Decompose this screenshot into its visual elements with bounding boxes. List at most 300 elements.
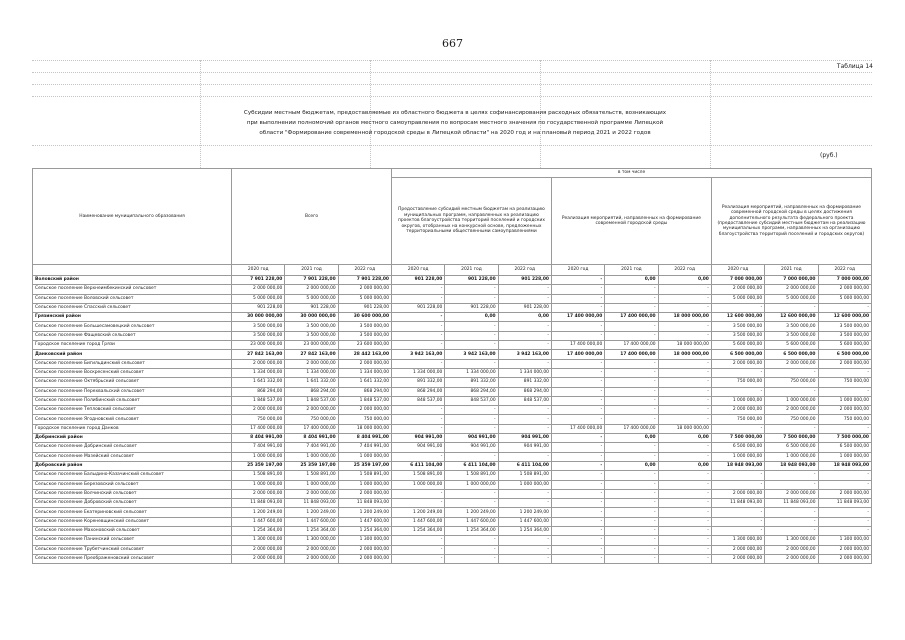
amount-cell: - bbox=[551, 517, 604, 526]
amount-cell: 6 411 104,00 bbox=[392, 461, 445, 470]
district-row bbox=[33, 434, 872, 443]
header-blank bbox=[33, 265, 232, 276]
amount-cell: 750 000,00 bbox=[818, 378, 872, 387]
amount-cell: 11 848 093,00 bbox=[285, 499, 338, 508]
amount-cell: 2 000 000,00 bbox=[711, 545, 764, 554]
amount-cell: 23 600 000,00 bbox=[338, 341, 391, 350]
amount-cell: 2 000 000,00 bbox=[765, 545, 818, 554]
amount-cell: - bbox=[765, 303, 818, 312]
amount-cell: 1 000 000,00 bbox=[445, 480, 498, 489]
amount-cell: 1 334 000,00 bbox=[445, 368, 498, 377]
amount-cell: - bbox=[551, 499, 604, 508]
amount-cell: - bbox=[658, 396, 711, 405]
header-name: Наименование муниципального образования bbox=[33, 169, 232, 265]
amount-cell: 7 000 000,00 bbox=[818, 276, 872, 285]
amount-cell: - bbox=[605, 545, 658, 554]
amount-cell: - bbox=[498, 536, 551, 545]
amount-cell: 2 000 000,00 bbox=[285, 406, 338, 415]
table-row bbox=[33, 424, 872, 433]
amount-cell: - bbox=[445, 424, 498, 433]
amount-cell: 1 254 364,00 bbox=[498, 527, 551, 536]
municipality-name: Сельское поселение Большесамовецкий сельсовет bbox=[33, 322, 232, 331]
amount-cell: 0,00 bbox=[658, 276, 711, 285]
amount-cell: - bbox=[551, 378, 604, 387]
amount-cell: - bbox=[551, 331, 604, 340]
amount-cell: 2 000 000,00 bbox=[765, 489, 818, 498]
amount-cell: 904 991,00 bbox=[445, 434, 498, 443]
municipality-name: Сельское поселение Панинский сельсовет bbox=[33, 536, 232, 545]
amount-cell: - bbox=[765, 508, 818, 517]
amount-cell: - bbox=[658, 517, 711, 526]
amount-cell: 1 200 249,00 bbox=[232, 508, 285, 517]
amount-cell: - bbox=[711, 424, 764, 433]
amount-cell: - bbox=[551, 303, 604, 312]
amount-cell: 8 404 991,00 bbox=[338, 434, 391, 443]
municipality-name: Добровский район bbox=[33, 461, 232, 470]
municipality-name: Сельское поселение Кореневщинский сельсовет bbox=[33, 517, 232, 526]
amount-cell: 901 228,00 bbox=[445, 303, 498, 312]
amount-cell: 23 000 000,00 bbox=[232, 341, 285, 350]
amount-cell: 2 000 000,00 bbox=[818, 545, 872, 554]
amount-cell: 0,00 bbox=[445, 313, 498, 322]
amount-cell: - bbox=[658, 406, 711, 415]
amount-cell: - bbox=[605, 387, 658, 396]
amount-cell: - bbox=[765, 387, 818, 396]
amount-cell: 901 228,00 bbox=[285, 303, 338, 312]
amount-cell: 0,00 bbox=[498, 313, 551, 322]
amount-cell: 901 228,00 bbox=[392, 303, 445, 312]
amount-cell: - bbox=[765, 517, 818, 526]
amount-cell: 7 000 000,00 bbox=[765, 276, 818, 285]
amount-cell: - bbox=[498, 322, 551, 331]
amount-cell: - bbox=[605, 331, 658, 340]
amount-cell: 1 000 000,00 bbox=[392, 480, 445, 489]
municipality-name: Сельское поселение Фащевский сельсовет bbox=[33, 331, 232, 340]
amount-cell: 1 000 000,00 bbox=[711, 396, 764, 405]
amount-cell: 5 000 000,00 bbox=[338, 294, 391, 303]
amount-cell: 2 000 000,00 bbox=[711, 285, 764, 294]
table-row bbox=[33, 527, 872, 536]
table-row bbox=[33, 378, 872, 387]
amount-cell: 7 404 991,00 bbox=[338, 443, 391, 452]
municipality-name: Сельское поселение Воловский сельсовет bbox=[33, 294, 232, 303]
amount-cell: - bbox=[392, 331, 445, 340]
municipality-name: Сельское поселение Мазейский сельсовет bbox=[33, 452, 232, 461]
municipality-name: Городское поселение город Данков bbox=[33, 424, 232, 433]
municipality-name: Сельское поселение Октябрьский сельсовет bbox=[33, 378, 232, 387]
district-row bbox=[33, 350, 872, 359]
amount-cell: 1 508 891,00 bbox=[445, 471, 498, 480]
table-row bbox=[33, 499, 872, 508]
amount-cell: - bbox=[551, 406, 604, 415]
header-year: 2020 год bbox=[551, 265, 604, 276]
header-group-tos-projects: Предоставление субсидий местным бюджетам на реализацию муниципальных программ, направленных на реализацию проектов благоустройства территорий поселений и городских округов, отобранных на конкурсной основе, предложенных территориальными общественными самоуправлениями bbox=[392, 178, 552, 265]
amount-cell: 3 500 000,00 bbox=[232, 331, 285, 340]
amount-cell: 2 000 000,00 bbox=[818, 489, 872, 498]
amount-cell: 5 000 000,00 bbox=[285, 294, 338, 303]
grid-line bbox=[32, 60, 872, 61]
table-row bbox=[33, 285, 872, 294]
amount-cell: - bbox=[658, 527, 711, 536]
header-year: 2022 год bbox=[818, 265, 872, 276]
amount-cell: 1 254 364,00 bbox=[392, 527, 445, 536]
subsidy-table bbox=[32, 168, 872, 564]
amount-cell: - bbox=[445, 554, 498, 563]
amount-cell: - bbox=[711, 480, 764, 489]
amount-cell: - bbox=[498, 499, 551, 508]
municipality-name: Сельское поселение Ягодновский сельсовет bbox=[33, 415, 232, 424]
table-row bbox=[33, 341, 872, 350]
amount-cell: - bbox=[498, 331, 551, 340]
amount-cell: - bbox=[765, 424, 818, 433]
amount-cell: - bbox=[765, 368, 818, 377]
amount-cell: 750 000,00 bbox=[765, 378, 818, 387]
amount-cell: - bbox=[658, 480, 711, 489]
amount-cell: - bbox=[605, 452, 658, 461]
amount-cell: 17 400 000,00 bbox=[605, 424, 658, 433]
amount-cell: 3 500 000,00 bbox=[285, 331, 338, 340]
amount-cell: 750 000,00 bbox=[338, 415, 391, 424]
amount-cell: 1 641 332,00 bbox=[338, 378, 391, 387]
amount-cell: 12 600 000,00 bbox=[711, 313, 764, 322]
amount-cell: - bbox=[658, 378, 711, 387]
amount-cell: - bbox=[605, 499, 658, 508]
amount-cell: - bbox=[765, 471, 818, 480]
amount-cell: 8 404 991,00 bbox=[285, 434, 338, 443]
amount-cell: 868 294,00 bbox=[445, 387, 498, 396]
amount-cell: 750 000,00 bbox=[232, 415, 285, 424]
amount-cell: - bbox=[605, 322, 658, 331]
amount-cell: - bbox=[658, 294, 711, 303]
amount-cell: - bbox=[658, 359, 711, 368]
amount-cell: - bbox=[551, 322, 604, 331]
amount-cell: 868 294,00 bbox=[392, 387, 445, 396]
amount-cell: 1 508 891,00 bbox=[392, 471, 445, 480]
amount-cell: - bbox=[551, 471, 604, 480]
amount-cell: 2 000 000,00 bbox=[338, 285, 391, 294]
amount-cell: 7 901 228,00 bbox=[232, 276, 285, 285]
amount-cell: 2 000 000,00 bbox=[285, 554, 338, 563]
header-total: Всего bbox=[232, 169, 392, 265]
amount-cell: 1 508 891,00 bbox=[338, 471, 391, 480]
amount-cell: - bbox=[551, 387, 604, 396]
amount-cell: - bbox=[605, 285, 658, 294]
amount-cell: 1 000 000,00 bbox=[765, 452, 818, 461]
amount-cell: 1 508 891,00 bbox=[498, 471, 551, 480]
amount-cell: 1 000 000,00 bbox=[498, 480, 551, 489]
amount-cell: 3 500 000,00 bbox=[338, 331, 391, 340]
table-row bbox=[33, 359, 872, 368]
amount-cell: - bbox=[392, 341, 445, 350]
amount-cell: 2 000 000,00 bbox=[765, 554, 818, 563]
amount-cell: - bbox=[818, 368, 872, 377]
municipality-name: Сельское поселение Трубетчинский сельсовет bbox=[33, 545, 232, 554]
amount-cell: 1 508 891,00 bbox=[285, 471, 338, 480]
caption-line: Субсидии местным бюджетам, предоставляемые из областного бюджета в целях софинансирования расходных обязательств, возникающих bbox=[243, 110, 667, 116]
amount-cell: 2 000 000,00 bbox=[765, 359, 818, 368]
amount-cell: 2 000 000,00 bbox=[711, 489, 764, 498]
amount-cell: 3 942 163,00 bbox=[445, 350, 498, 359]
amount-cell: 3 942 163,00 bbox=[498, 350, 551, 359]
amount-cell: 891 332,00 bbox=[498, 378, 551, 387]
amount-cell: - bbox=[445, 322, 498, 331]
amount-cell: 1 300 000,00 bbox=[818, 536, 872, 545]
municipality-name: Данковский район bbox=[33, 350, 232, 359]
amount-cell: 6 500 000,00 bbox=[765, 350, 818, 359]
amount-cell: 7 901 228,00 bbox=[338, 276, 391, 285]
amount-cell: - bbox=[605, 536, 658, 545]
amount-cell: - bbox=[658, 545, 711, 554]
amount-cell: 1 200 249,00 bbox=[445, 508, 498, 517]
header-year: 2020 год bbox=[711, 265, 764, 276]
amount-cell: - bbox=[445, 341, 498, 350]
table-row bbox=[33, 536, 872, 545]
municipality-name: Сельское поселение Полибинский сельсовет bbox=[33, 396, 232, 405]
amount-cell: 6 500 000,00 bbox=[818, 443, 872, 452]
amount-cell: 750 000,00 bbox=[711, 415, 764, 424]
amount-cell: - bbox=[445, 415, 498, 424]
amount-cell: 891 332,00 bbox=[392, 378, 445, 387]
header-group-urban-environment: Реализация мероприятий, направленных на формирование современной городской среды bbox=[551, 178, 711, 265]
amount-cell: 2 000 000,00 bbox=[285, 285, 338, 294]
header-year: 2022 год bbox=[498, 265, 551, 276]
amount-cell: 2 000 000,00 bbox=[232, 554, 285, 563]
amount-cell: 7 000 000,00 bbox=[711, 276, 764, 285]
amount-cell: - bbox=[658, 368, 711, 377]
amount-cell: - bbox=[765, 527, 818, 536]
amount-cell: 848 537,00 bbox=[392, 396, 445, 405]
amount-cell: 11 848 093,00 bbox=[338, 499, 391, 508]
amount-cell: 0,00 bbox=[605, 461, 658, 470]
grid-line bbox=[32, 84, 872, 85]
amount-cell: 18 000 000,00 bbox=[658, 313, 711, 322]
amount-cell: - bbox=[498, 359, 551, 368]
municipality-name: Сельское поселение Добровский сельсовет bbox=[33, 499, 232, 508]
table-row bbox=[33, 452, 872, 461]
amount-cell: 750 000,00 bbox=[818, 415, 872, 424]
amount-cell: 2 000 000,00 bbox=[338, 545, 391, 554]
amount-cell: 17 400 000,00 bbox=[285, 424, 338, 433]
amount-cell: - bbox=[445, 545, 498, 554]
amount-cell: 18 000 000,00 bbox=[658, 341, 711, 350]
municipality-name: Сельское поселение Махоновский сельсовет bbox=[33, 527, 232, 536]
amount-cell: - bbox=[551, 443, 604, 452]
amount-cell: 17 400 000,00 bbox=[605, 313, 658, 322]
amount-cell: 5 600 000,00 bbox=[765, 341, 818, 350]
amount-cell: - bbox=[605, 554, 658, 563]
amount-cell: 1 334 000,00 bbox=[232, 368, 285, 377]
amount-cell: - bbox=[445, 285, 498, 294]
amount-cell: - bbox=[818, 480, 872, 489]
amount-cell: - bbox=[605, 368, 658, 377]
amount-cell: 2 000 000,00 bbox=[818, 285, 872, 294]
municipality-name: Сельское поселение Тепловский сельсовет bbox=[33, 406, 232, 415]
district-row bbox=[33, 313, 872, 322]
amount-cell: - bbox=[658, 387, 711, 396]
amount-cell: - bbox=[658, 285, 711, 294]
header-year: 2022 год bbox=[658, 265, 711, 276]
amount-cell: 1 000 000,00 bbox=[711, 452, 764, 461]
municipality-name: Сельское поселение Преображеновский сельсовет bbox=[33, 554, 232, 563]
amount-cell: 2 000 000,00 bbox=[818, 554, 872, 563]
amount-cell: - bbox=[392, 424, 445, 433]
amount-cell: - bbox=[818, 527, 872, 536]
amount-cell: 1 300 000,00 bbox=[765, 536, 818, 545]
amount-cell: 891 332,00 bbox=[445, 378, 498, 387]
amount-cell: - bbox=[551, 368, 604, 377]
amount-cell: - bbox=[551, 461, 604, 470]
amount-cell: 1 447 600,00 bbox=[498, 517, 551, 526]
amount-cell: 1 254 364,00 bbox=[338, 527, 391, 536]
municipality-name: Сельское поселение Добринский сельсовет bbox=[33, 443, 232, 452]
grid-line bbox=[32, 145, 872, 146]
amount-cell: 2 000 000,00 bbox=[232, 406, 285, 415]
amount-cell: 1 200 249,00 bbox=[392, 508, 445, 517]
table-row bbox=[33, 322, 872, 331]
amount-cell: 2 000 000,00 bbox=[285, 359, 338, 368]
amount-cell: 1 334 000,00 bbox=[498, 368, 551, 377]
amount-cell: - bbox=[605, 294, 658, 303]
amount-cell: - bbox=[498, 545, 551, 554]
header-including: в том числе bbox=[392, 169, 872, 178]
amount-cell: 25 359 197,00 bbox=[338, 461, 391, 470]
amount-cell: 23 000 000,00 bbox=[285, 341, 338, 350]
amount-cell: - bbox=[551, 285, 604, 294]
header-year: 2020 год bbox=[232, 265, 285, 276]
amount-cell: 7 404 991,00 bbox=[285, 443, 338, 452]
amount-cell: 0,00 bbox=[605, 276, 658, 285]
amount-cell: - bbox=[658, 499, 711, 508]
amount-cell: - bbox=[445, 499, 498, 508]
municipality-name: Сельское поселение Перехвальский сельсовет bbox=[33, 387, 232, 396]
amount-cell: 5 000 000,00 bbox=[711, 294, 764, 303]
table-row bbox=[33, 517, 872, 526]
municipality-name: Грязинский район bbox=[33, 313, 232, 322]
amount-cell: - bbox=[392, 359, 445, 368]
amount-cell: - bbox=[392, 285, 445, 294]
amount-cell: 3 500 000,00 bbox=[818, 331, 872, 340]
amount-cell: - bbox=[711, 527, 764, 536]
municipality-name: Сельское поселение Спасский сельсовет bbox=[33, 303, 232, 312]
amount-cell: 1 334 000,00 bbox=[285, 368, 338, 377]
amount-cell: 1 000 000,00 bbox=[232, 452, 285, 461]
table-row bbox=[33, 331, 872, 340]
amount-cell: 1 300 000,00 bbox=[338, 536, 391, 545]
amount-cell: 2 000 000,00 bbox=[285, 489, 338, 498]
amount-cell: 901 228,00 bbox=[232, 303, 285, 312]
amount-cell: - bbox=[551, 396, 604, 405]
amount-cell: 5 600 000,00 bbox=[711, 341, 764, 350]
amount-cell: 2 000 000,00 bbox=[232, 359, 285, 368]
amount-cell: - bbox=[551, 554, 604, 563]
amount-cell: - bbox=[498, 294, 551, 303]
amount-cell: 1 334 000,00 bbox=[392, 368, 445, 377]
table-row bbox=[33, 554, 872, 563]
amount-cell: 0,00 bbox=[658, 461, 711, 470]
amount-cell: 904 991,00 bbox=[392, 443, 445, 452]
amount-cell: 2 000 000,00 bbox=[232, 489, 285, 498]
amount-cell: - bbox=[551, 276, 604, 285]
amount-cell: 750 000,00 bbox=[711, 378, 764, 387]
amount-cell: - bbox=[445, 452, 498, 461]
amount-cell: - bbox=[392, 452, 445, 461]
amount-cell: 2 000 000,00 bbox=[232, 545, 285, 554]
amount-cell: - bbox=[605, 527, 658, 536]
amount-cell: 17 400 000,00 bbox=[551, 424, 604, 433]
amount-cell: - bbox=[711, 368, 764, 377]
table-row bbox=[33, 443, 872, 452]
amount-cell: - bbox=[818, 471, 872, 480]
amount-cell: - bbox=[445, 489, 498, 498]
table-row bbox=[33, 368, 872, 377]
amount-cell: 868 294,00 bbox=[338, 387, 391, 396]
amount-cell: - bbox=[605, 489, 658, 498]
amount-cell: 5 000 000,00 bbox=[765, 294, 818, 303]
amount-cell: 6 411 104,00 bbox=[498, 461, 551, 470]
amount-cell: 1 000 000,00 bbox=[285, 480, 338, 489]
header-group-additional-result: Реализация мероприятий, направленных на формирование современной городской среды в целях достижения дополнительного результата федерального проекта (предоставление субсидий местным бюджетам на реализацию муниципальных программ, направленных на организацию благоустройства территорий поселений и городских округов) bbox=[711, 178, 871, 265]
amount-cell: - bbox=[658, 443, 711, 452]
amount-cell: 868 294,00 bbox=[232, 387, 285, 396]
amount-cell: - bbox=[818, 424, 872, 433]
amount-cell: 1 641 332,00 bbox=[232, 378, 285, 387]
amount-cell: - bbox=[658, 489, 711, 498]
amount-cell: - bbox=[551, 527, 604, 536]
amount-cell: 1 300 000,00 bbox=[232, 536, 285, 545]
amount-cell: 1 447 600,00 bbox=[285, 517, 338, 526]
units-label: (руб.) bbox=[820, 152, 838, 159]
amount-cell: - bbox=[711, 303, 764, 312]
amount-cell: 1 000 000,00 bbox=[338, 480, 391, 489]
amount-cell: - bbox=[392, 406, 445, 415]
amount-cell: - bbox=[818, 303, 872, 312]
amount-cell: 868 294,00 bbox=[498, 387, 551, 396]
amount-cell: - bbox=[711, 471, 764, 480]
amount-cell: - bbox=[498, 415, 551, 424]
amount-cell: 18 948 093,00 bbox=[765, 461, 818, 470]
amount-cell: 901 228,00 bbox=[498, 276, 551, 285]
table-row bbox=[33, 303, 872, 312]
header-year: 2021 год bbox=[605, 265, 658, 276]
amount-cell: 901 228,00 bbox=[392, 276, 445, 285]
amount-cell: 3 500 000,00 bbox=[285, 322, 338, 331]
amount-cell: 1 447 600,00 bbox=[232, 517, 285, 526]
amount-cell: 1 000 000,00 bbox=[338, 452, 391, 461]
grid-line bbox=[32, 96, 872, 97]
table-row bbox=[33, 294, 872, 303]
amount-cell: 18 000 000,00 bbox=[658, 350, 711, 359]
amount-cell: - bbox=[765, 480, 818, 489]
amount-cell: - bbox=[605, 508, 658, 517]
amount-cell: 2 000 000,00 bbox=[818, 359, 872, 368]
municipality-name: Городское поселение город Грязи bbox=[33, 341, 232, 350]
amount-cell: 17 400 000,00 bbox=[551, 313, 604, 322]
amount-cell: 1 000 000,00 bbox=[818, 452, 872, 461]
amount-cell: - bbox=[551, 480, 604, 489]
amount-cell: 27 842 163,00 bbox=[232, 350, 285, 359]
amount-cell: 848 537,00 bbox=[445, 396, 498, 405]
header-year: 2020 год bbox=[392, 265, 445, 276]
amount-cell: - bbox=[711, 517, 764, 526]
amount-cell: - bbox=[605, 406, 658, 415]
amount-cell: 1 848 537,00 bbox=[232, 396, 285, 405]
amount-cell: 1 200 249,00 bbox=[498, 508, 551, 517]
amount-cell: 1 447 600,00 bbox=[338, 517, 391, 526]
amount-cell: - bbox=[392, 415, 445, 424]
amount-cell: 1 848 537,00 bbox=[338, 396, 391, 405]
municipality-name: Сельское поселение Воскресенский сельсовет bbox=[33, 368, 232, 377]
amount-cell: - bbox=[605, 396, 658, 405]
